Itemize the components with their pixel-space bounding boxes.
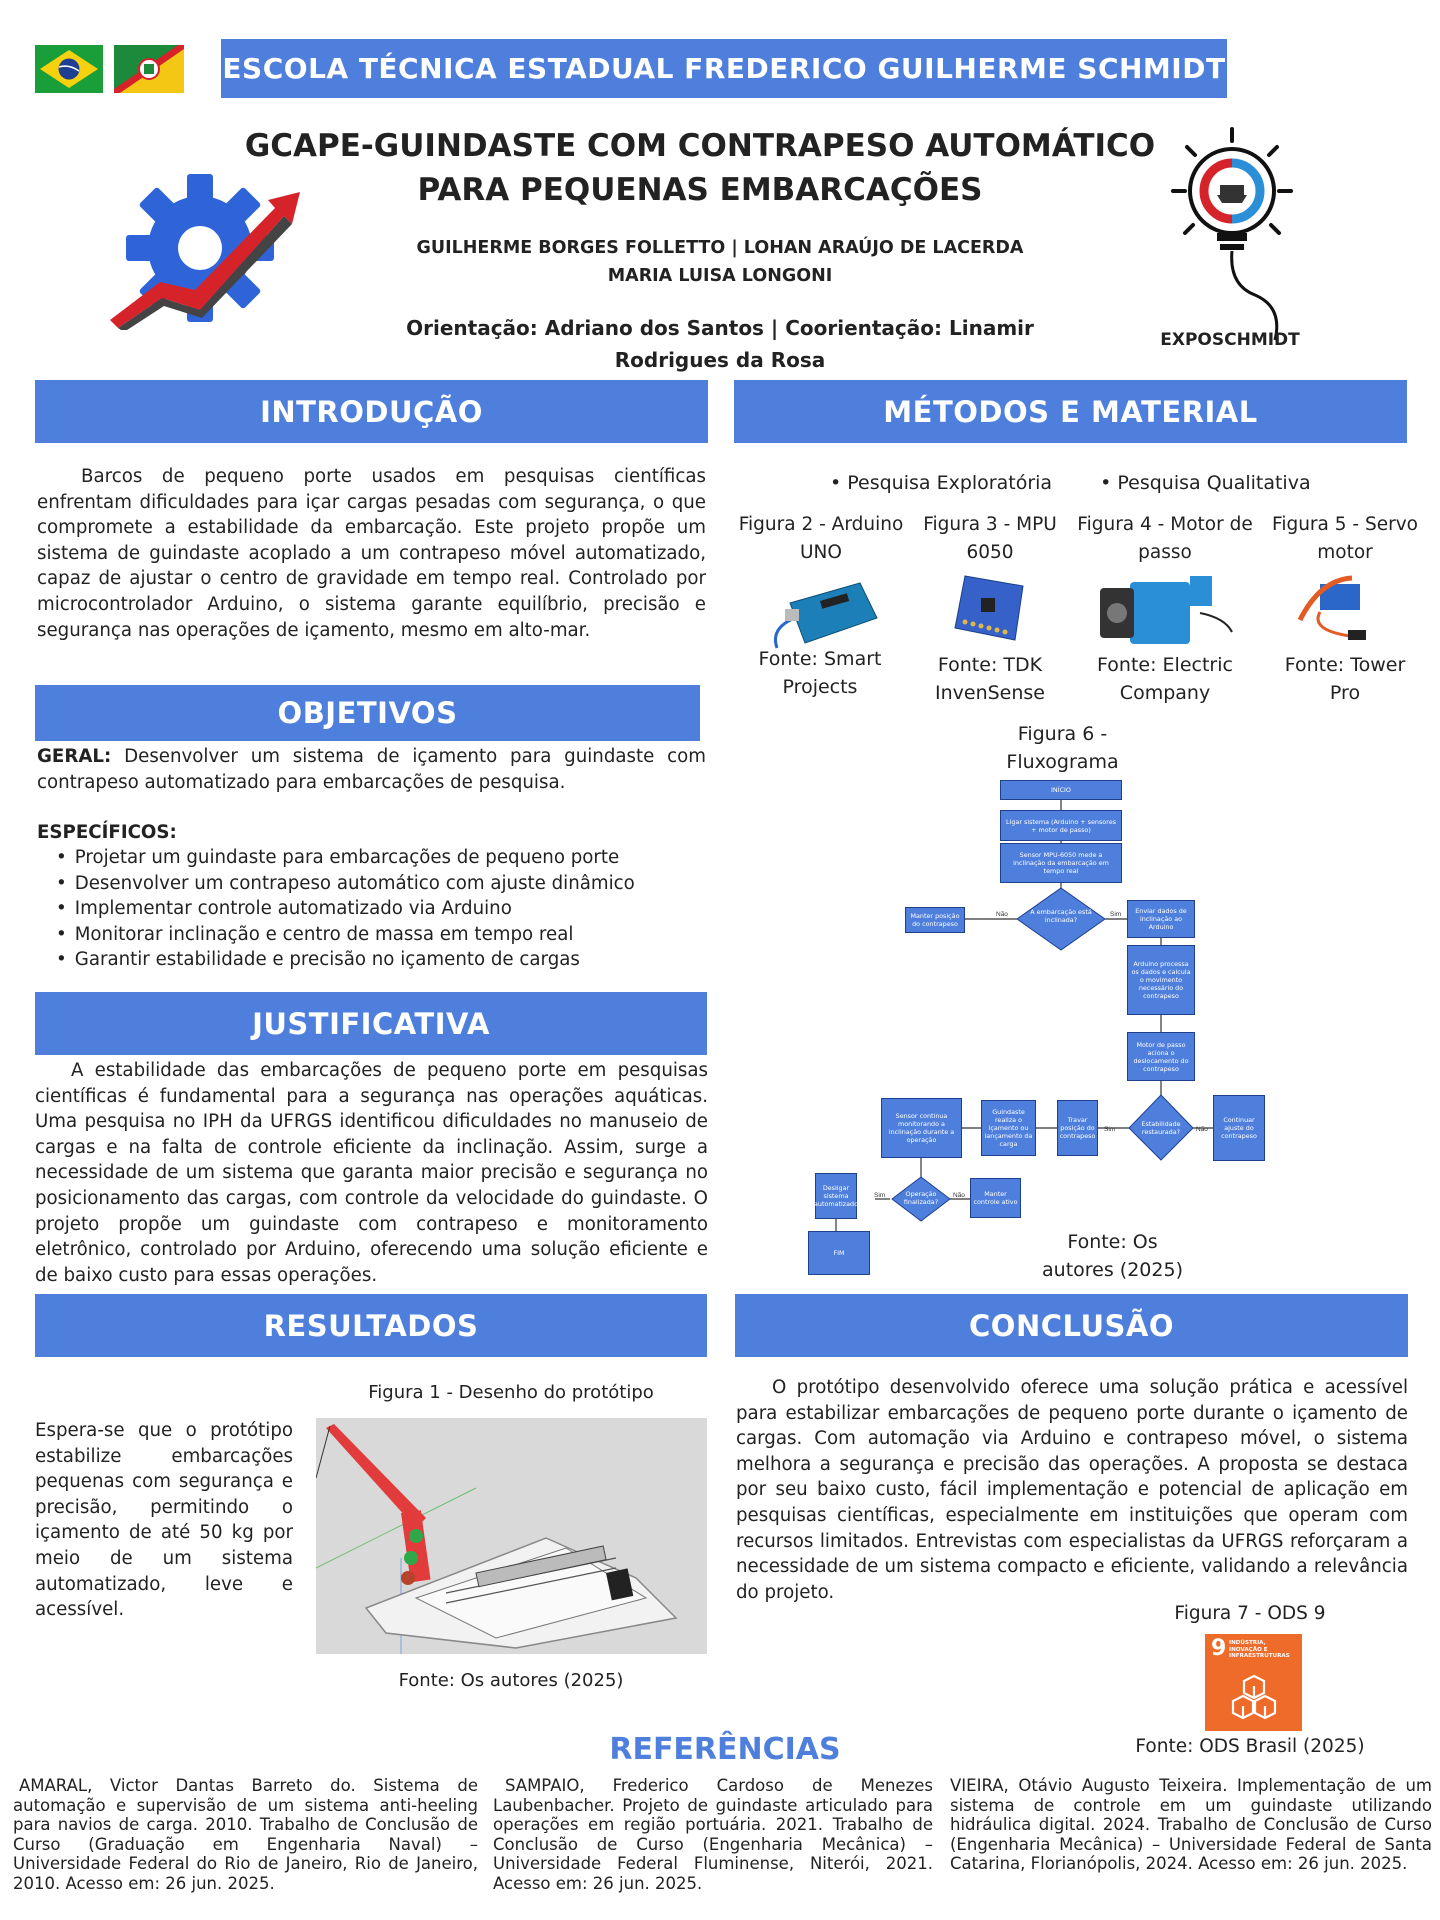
figure-3-source: Fonte: TDK InvenSense [934,654,1045,704]
referencias-heading: REFERÊNCIAS [609,1732,841,1767]
objetivos-geral: GERAL: Desenvolver um sistema de içamento para guindaste com contrapeso automatizado para embarcações de pesquisa. [37,746,706,793]
expo-label: EXPOSCHMIDT [1160,330,1300,350]
figure-5-source: Fonte: Tower Pro [1284,654,1406,704]
figure-3-caption: Figura 3 - MPU 6050 [923,514,1057,563]
figure-6-caption: Figura 6 - Fluxograma [1006,723,1119,773]
objetivos-heading: OBJETIVOS [35,685,700,741]
mpu6050-image [945,568,1035,646]
metodos-heading: MÉTODOS E MATERIAL [734,380,1407,443]
flow-travar: Travar posição do contrapeso [1057,1100,1098,1156]
objetivos-especificos-label: ESPECÍFICOS: [37,822,177,843]
figure-4-source: Fonte: Electric Company [1097,654,1233,704]
figure-7-caption: Figura 7 - ODS 9 [1174,1603,1326,1624]
bullet-qualitativa: Pesquisa Qualitativa [1117,472,1311,494]
conclusao-heading: CONCLUSÃO [735,1294,1408,1357]
intro-heading: INTRODUÇÃO [35,380,708,443]
label-nao-3: Não [953,1192,965,1199]
ods-number: 9 [1211,1636,1227,1661]
metodos-bullets: • Pesquisa Exploratória • Pesquisa Qualitativa [830,472,1311,494]
prototype-drawing [316,1418,707,1654]
advisors: Orientação: Adriano dos Santos | Coorientação: Linamir Rodrigues da Rosa [406,316,1034,372]
flow-arduino: Arduino processa os dados e calcula o movimento necessário do contrapeso [1127,945,1195,1015]
cubes-icon [1229,1672,1279,1722]
justificativa-text: A estabilidade das embarcações de pequeno porte em pesquisas científicas é fundamental para a segurança nas operações aquáticas. Uma pesquisa no IPH da UFRGS identificou dificuldades no manuseio de cargas e na falta de controle eficiente da inclinação. Assim, surge a necessidade de um sistema que garanta maior precisão e segurança no posicionamento das cargas, com controle da velocidade do guindaste. O projeto propõe um guindaste com contrapeso e monitoramento eletrônico, controlado por Arduino, oferecendo uma solução eficiente e de baixo custo para essas operações. [35,1060,708,1286]
list-item: • Monitorar inclinação e centro de massa em tempo real [56,922,635,948]
ods-9-badge [1205,1634,1302,1731]
label-sim-1: Sim [1110,911,1122,918]
flow-guindaste: Guindaste realiza o içamento ou lançamento da carga [981,1100,1036,1156]
figure-5-caption: Figura 5 - Servo motor [1272,514,1418,563]
school-name-banner: ESCOLA TÉCNICA ESTADUAL FREDERICO GUILHERME SCHMIDT [221,39,1227,98]
justificativa-heading: JUSTIFICATIVA [35,992,707,1055]
brazil-flag-icon [35,45,103,93]
bullet-exploratoria: Pesquisa Exploratória [847,472,1053,494]
figure-6-source: Fonte: Os autores (2025) [1042,1231,1183,1281]
conclusao-text: O protótipo desenvolvido oferece uma solução prática e acessível para estabilizar embarcações de pequeno porte durante o içamento de cargas. Com automação via Arduino e contrapeso móvel, o sistema melhora a segurança e precisão das operações. A proposta se destaca por seu baixo custo, fácil implementação e potencial de aplicação em pesquisas científicas, especialmente em instituições que operam com recursos limitados. Entrevistas com especialistas da UFRGS reforçaram a necessidade de um sistema compacto e eficiente, validando a relevância do projeto. [736,1377,1408,1603]
list-item: • Garantir estabilidade e precisão no içamento de cargas [56,947,635,973]
list-item: • Projetar um guindaste para embarcações de pequeno porte [56,845,635,871]
flow-manter-posicao: Manter posição do contrapeso [905,907,965,933]
poster-title: GCAPE-GUINDASTE COM CONTRAPESO AUTOMÁTICO PARA PEQUENAS EMBARCAÇÕES [244,128,1156,208]
exposchmidt-lightbulb-logo [1165,125,1300,345]
list-item: • Implementar controle automatizado via Arduino [56,896,635,922]
flow-fim: FIM [808,1231,870,1275]
stepper-motor-image [1100,568,1235,656]
flow-desligar: Desligar sistema automatizado [815,1173,857,1219]
reference-3: VIEIRA, Otávio Augusto Teixeira. Implementação de um sistema de controle em um guindaste utilizando hidráulica digital. 2024. Trabalho de Conclusão de Curso (Engenharia Mecânica) – Universidade Federal de Santa Catarina, Florianópolis, 2024. Acesso em: 26 jun. 2025. [950,1776,1432,1873]
flow-motor: Motor de passo aciona o deslocamento do contrapeso [1127,1032,1195,1081]
objetivos-list [56,845,635,973]
figure-2-source: Fonte: Smart Projects [758,648,882,698]
figure-2-caption: Figura 2 - Arduino UNO [738,514,904,563]
flow-manter-controle: Manter controle ativo [970,1178,1021,1218]
figure-4-caption: Figura 4 - Motor de passo [1077,514,1253,563]
flow-monitorando: Sensor continua monitorando a inclinação durante a operação [881,1098,962,1158]
figure-1-caption: Figura 1 - Desenho do protótipo [368,1382,654,1403]
servo-motor-image [1290,570,1380,650]
reference-1: AMARAL, Victor Dantas Barreto do. Sistema de automação e supervisão de um sistema anti-heeling para navios de carga. 2010. Trabalho de Conclusão de Curso (Graduação em Engenharia Naval) – Universidade Federal do Rio de Janeiro, Rio de Janeiro, 2010. Acesso em: 26 jun. 2025. [13,1776,478,1893]
label-nao-2: Não [1196,1126,1208,1133]
flow-continuar: Continuar ajuste do contrapeso [1213,1095,1265,1161]
authors: GUILHERME BORGES FOLLETTO | LOHAN ARAÚJO DE LACERDA MARIA LUISA LONGONI [416,238,1024,286]
flow-decisao-2: Estabilidade restaurada? [1141,1120,1181,1136]
label-sim-2: Sim [1104,1126,1116,1133]
flow-sensor: Sensor MPU-6050 mede a inclinação da embarcação em tempo real [1000,843,1122,883]
intro-text: Barcos de pequeno porte usados em pesquisas científicas enfrentam dificuldades para içar cargas pesadas com segurança, o que compromete a estabilidade da embarcação. Este projeto propõe um sistema de guindaste acoplado a um contrapeso móvel automatizado, capaz de ajustar o centro de gravidade em tempo real. Controlado por microcontrolador Arduino, o sistema garante equilíbrio, precisão e segurança nas operações de içamento, mesmo em alto-mar. [37,466,706,641]
resultados-text: Espera-se que o protótipo estabilize embarcações pequenas com segurança e precisão, permitindo o içamento de até 50 kg por meio de um sistema automatizado, leve e acessível. [35,1420,293,1621]
flow-decisao-3: Operação finalizada? [903,1190,939,1206]
figure-7-source: Fonte: ODS Brasil (2025) [1135,1736,1365,1757]
resultados-heading: RESULTADOS [35,1294,707,1357]
label-sim-3: Sim [874,1192,886,1199]
flow-enviar: Enviar dados de inclinação ao Arduino [1127,900,1195,938]
ods-text: INDÚSTRIA, INOVAÇÃO E INFRAESTRUTURAS [1229,1640,1290,1660]
flow-inicio: INÍCIO [1000,780,1122,800]
label-nao-1: Não [996,911,1008,918]
list-item: • Desenvolver um contrapeso automático com ajuste dinâmico [56,871,635,897]
flow-ligar: Ligar sistema (Arduino + sensores + motor de passo) [1000,810,1122,841]
reference-2: SAMPAIO, Frederico Cardoso de Menezes Laubenbacher. Projeto de guindaste articulado para operações em região portuária. 2021. Trabalho de Conclusão de Curso (Engenharia Mecânica) – Universidade Federal Fluminense, Niterói, 2021. Acesso em: 26 jun. 2025. [493,1776,933,1893]
flow-decisao-1: A embarcação está inclinada? [1030,908,1092,924]
rio-grande-do-sul-flag-icon [114,45,184,93]
arduino-uno-image [765,573,880,653]
figure-1-source: Fonte: Os autores (2025) [398,1670,624,1691]
